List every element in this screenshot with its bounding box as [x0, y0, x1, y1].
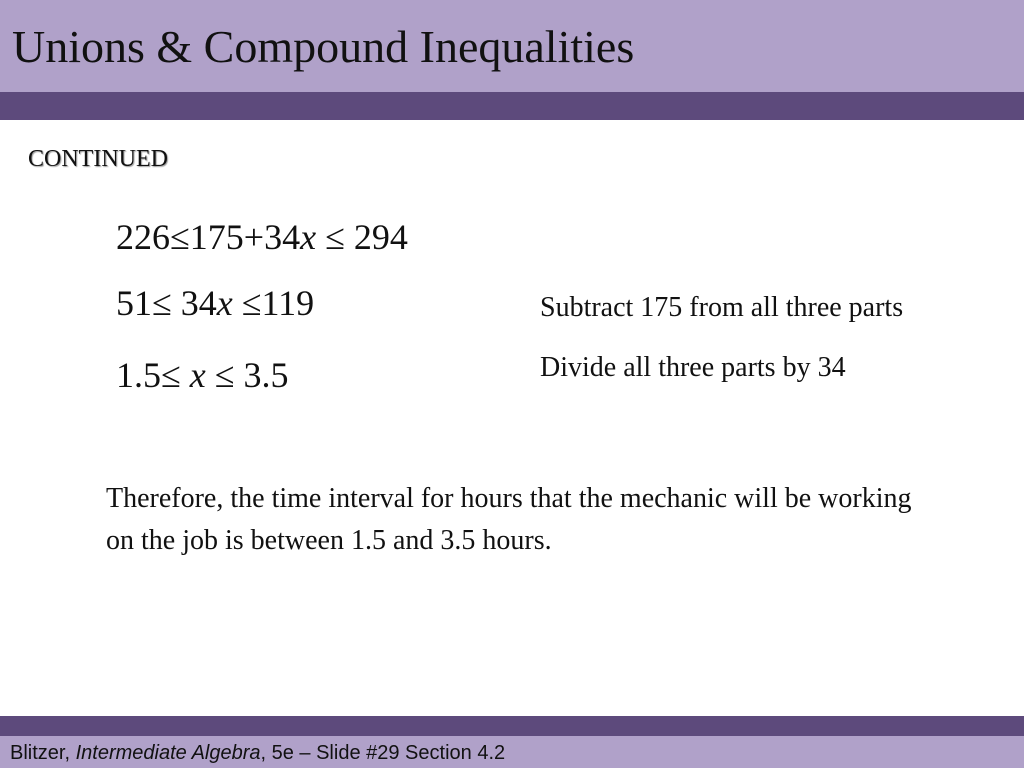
leq-symbol: ≤: [325, 217, 345, 257]
step-2-note: Subtract 175 from all three parts: [540, 292, 904, 323]
slide-title: Unions & Compound Inequalities: [12, 21, 635, 72]
footer-slide-info: , 5e – Slide #29 Section 4.2: [260, 742, 506, 764]
coefficient: 34: [264, 217, 301, 257]
leq-symbol: ≤: [170, 217, 190, 257]
term: 3.5: [243, 355, 289, 395]
footer-author: Blitzer,: [10, 742, 76, 764]
term: 226: [116, 217, 170, 257]
leq-symbol: ≤: [214, 355, 235, 395]
conclusion-text: Therefore, the time interval for hours that the mechanic will be working on the job is between 1.5 and 3.5 hours.: [106, 483, 912, 556]
term: 119: [261, 283, 315, 323]
coefficient: 34: [180, 283, 217, 323]
leq-symbol: ≤: [161, 355, 181, 395]
plus-symbol: +: [243, 217, 265, 257]
term: 175: [189, 217, 244, 257]
footer-citation: [10, 742, 505, 765]
title-accent-stripe: [0, 92, 1024, 120]
leq-symbol: ≤: [152, 283, 172, 323]
term: 51: [116, 283, 152, 323]
footer-accent-stripe: [0, 716, 1024, 736]
inequality-step-3: [116, 354, 289, 396]
term: 294: [353, 217, 408, 257]
variable: x: [216, 283, 233, 323]
footer-book-title: Intermediate Algebra: [75, 742, 261, 764]
inequality-step-2: [116, 282, 314, 324]
continued-heading: CONTINUED: [28, 146, 168, 172]
inequality-step-1: [116, 216, 408, 258]
variable: x: [189, 355, 206, 395]
variable: x: [300, 217, 317, 257]
term: 1.5: [116, 355, 161, 395]
step-3-note: Divide all three parts by 34: [540, 352, 846, 383]
leq-symbol: ≤: [241, 283, 262, 323]
